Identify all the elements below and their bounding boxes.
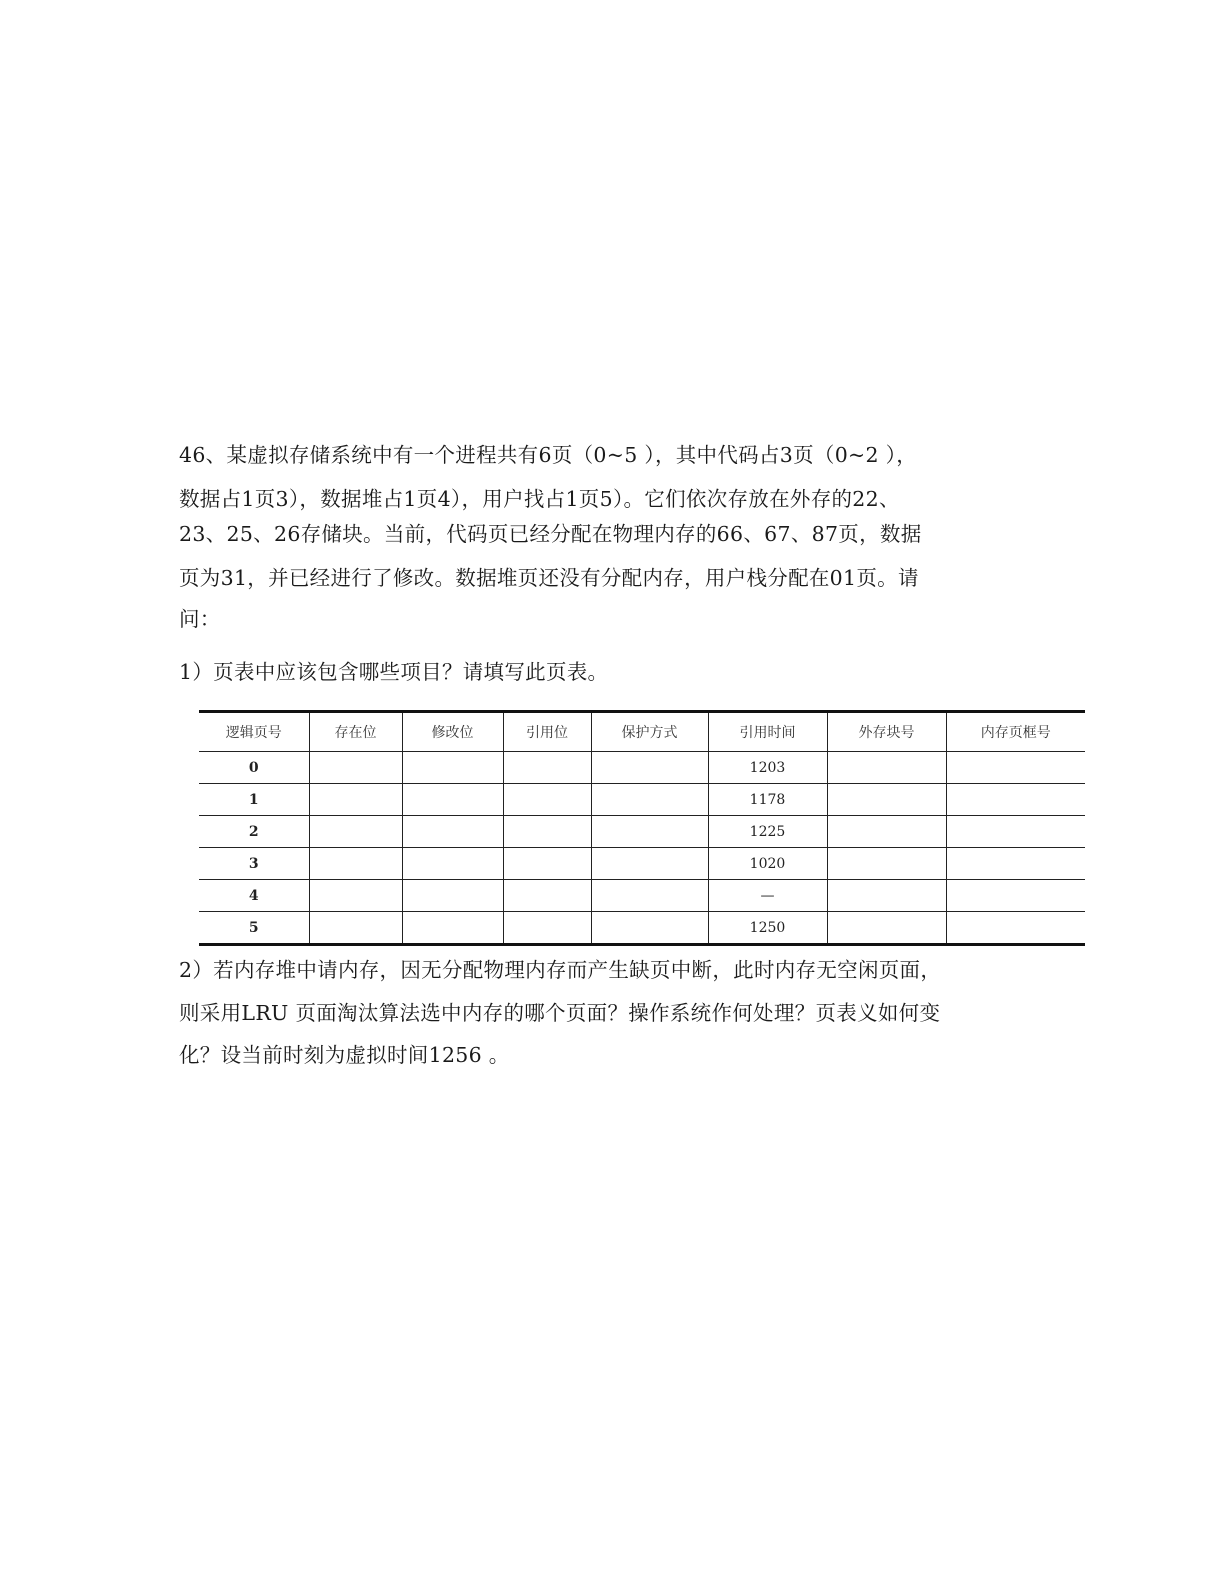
table-row bbox=[199, 848, 1085, 880]
logical-page-cell: 1 bbox=[199, 784, 309, 816]
subquestion-2-line-2: 则采用LRU 页面淘汰算法选中内存的哪个页面？操作系统作何处理？页表义如何变 bbox=[179, 1001, 941, 1025]
table-cell bbox=[309, 752, 402, 784]
table-cell bbox=[827, 816, 946, 848]
table-cell bbox=[503, 816, 591, 848]
reference-time-cell: — bbox=[708, 880, 827, 912]
table-cell bbox=[402, 912, 503, 945]
table-cell bbox=[946, 880, 1085, 912]
table-cell bbox=[827, 912, 946, 945]
table-row bbox=[199, 912, 1085, 945]
reference-time-cell: 1225 bbox=[708, 816, 827, 848]
table-cell bbox=[503, 848, 591, 880]
table-cell bbox=[946, 784, 1085, 816]
reference-time-cell: 1203 bbox=[708, 752, 827, 784]
table-cell bbox=[402, 752, 503, 784]
header-modified-bit: 修改位 bbox=[402, 712, 503, 752]
table-cell bbox=[591, 912, 708, 945]
logical-page-cell: 2 bbox=[199, 816, 309, 848]
reference-time-cell: 1020 bbox=[708, 848, 827, 880]
table-row bbox=[199, 752, 1085, 784]
table-cell bbox=[402, 784, 503, 816]
logical-page-cell: 5 bbox=[199, 912, 309, 945]
table-cell bbox=[827, 784, 946, 816]
table-cell bbox=[402, 816, 503, 848]
header-external-block: 外存块号 bbox=[827, 712, 946, 752]
table-cell bbox=[591, 816, 708, 848]
table-cell bbox=[591, 880, 708, 912]
table-cell bbox=[309, 912, 402, 945]
table-cell bbox=[503, 784, 591, 816]
table-row bbox=[199, 816, 1085, 848]
table-cell bbox=[827, 848, 946, 880]
logical-page-cell: 3 bbox=[199, 848, 309, 880]
header-reference-bit: 引用位 bbox=[503, 712, 591, 752]
table-header-row bbox=[199, 712, 1085, 752]
table-cell bbox=[503, 752, 591, 784]
table-cell bbox=[946, 752, 1085, 784]
question-line-3: 23、25、26存储块。当前，代码页已经分配在物理内存的66、67、87页，数据 bbox=[179, 522, 922, 546]
question-line-2: 数据占1页3），数据堆占1页4），用户找占1页5）。它们依次存放在外存的22、 bbox=[179, 487, 900, 511]
table-cell bbox=[309, 816, 402, 848]
reference-time-cell: 1178 bbox=[708, 784, 827, 816]
reference-time-cell: 1250 bbox=[708, 912, 827, 945]
table-cell bbox=[591, 752, 708, 784]
subquestion-2-line-3: 化？设当前时刻为虚拟时间1256 。 bbox=[179, 1043, 510, 1067]
header-protection: 保护方式 bbox=[591, 712, 708, 752]
table-cell bbox=[309, 880, 402, 912]
page-table-figure bbox=[199, 710, 1085, 946]
table-cell bbox=[827, 880, 946, 912]
table-cell bbox=[503, 880, 591, 912]
header-logical-page: 逻辑页号 bbox=[199, 712, 309, 752]
table-cell bbox=[591, 848, 708, 880]
header-reference-time: 引用时间 bbox=[708, 712, 827, 752]
table-cell bbox=[402, 880, 503, 912]
table-cell bbox=[402, 848, 503, 880]
table-row bbox=[199, 880, 1085, 912]
subquestion-1: 1）页表中应该包含哪些项目？请填写此页表。 bbox=[179, 660, 609, 684]
table-row bbox=[199, 784, 1085, 816]
table-cell bbox=[946, 848, 1085, 880]
table-cell bbox=[827, 752, 946, 784]
table-cell bbox=[946, 912, 1085, 945]
subquestion-2-line-1: 2）若内存堆中请内存，因无分配物理内存而产生缺页中断，此时内存无空闲页面， bbox=[179, 958, 942, 982]
question-line-4: 页为31，并已经进行了修改。数据堆页还没有分配内存，用户栈分配在01页。请 bbox=[179, 566, 919, 590]
table-cell bbox=[309, 784, 402, 816]
table-cell bbox=[591, 784, 708, 816]
page-table bbox=[199, 710, 1085, 946]
header-present-bit: 存在位 bbox=[309, 712, 402, 752]
header-memory-frame: 内存页框号 bbox=[946, 712, 1085, 752]
logical-page-cell: 4 bbox=[199, 880, 309, 912]
table-cell bbox=[309, 848, 402, 880]
table-cell bbox=[946, 816, 1085, 848]
question-line-5: 问： bbox=[179, 607, 221, 631]
table-cell bbox=[503, 912, 591, 945]
question-line-1: 46、某虚拟存储系统中有一个进程共有6页（0~5 ），其中代码占3页（0~2 ）， bbox=[179, 443, 918, 467]
logical-page-cell: 0 bbox=[199, 752, 309, 784]
